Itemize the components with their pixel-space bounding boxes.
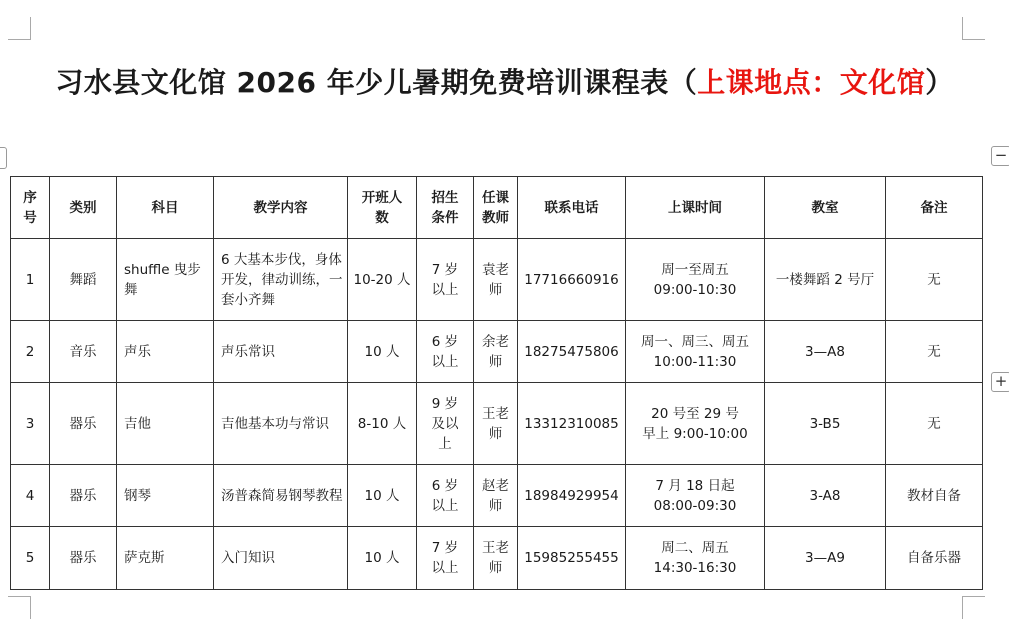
cell-teacher: 余老师: [474, 321, 518, 383]
title-main: 习水县文化馆 2026 年少儿暑期免费培训课程表（: [55, 66, 698, 99]
cell-subject: shuffle 曳步舞: [117, 239, 214, 321]
cell-teacher: 赵老师: [474, 465, 518, 527]
cell-class-size: 10-20 人: [348, 239, 417, 321]
cell-room: 3-A8: [765, 465, 886, 527]
header-subject: 科目: [117, 177, 214, 239]
cell-requirement: 6 岁以上: [417, 321, 474, 383]
cell-category: 音乐: [50, 321, 117, 383]
table-row: [11, 465, 983, 527]
cell-phone: 13312310085: [518, 383, 626, 465]
header-note: 备注: [886, 177, 983, 239]
cell-subject: 吉他: [117, 383, 214, 465]
time-days: 20 号至 29 号: [651, 405, 739, 422]
cell-content: 吉他基本功与常识: [214, 383, 348, 465]
cell-time: [626, 239, 765, 321]
cell-no: 4: [11, 465, 50, 527]
add-row-button[interactable]: +: [991, 372, 1009, 392]
time-hours: 14:30-16:30: [653, 560, 737, 576]
crop-mark-bottom-left: [8, 596, 31, 619]
time-days: 7 月 18 日起: [655, 477, 735, 494]
cell-requirement: 6 岁以上: [417, 465, 474, 527]
page-title: [0, 61, 1009, 101]
cell-content: 声乐常识: [214, 321, 348, 383]
cell-category: 器乐: [50, 383, 117, 465]
cell-requirement: 7 岁以上: [417, 527, 474, 590]
cell-teacher: 王老师: [474, 527, 518, 590]
table-row: [11, 383, 983, 465]
table-row: [11, 321, 983, 383]
cell-time: [626, 321, 765, 383]
title-close: ）: [925, 66, 954, 99]
cell-no: 3: [11, 383, 50, 465]
time-days: 周二、周五: [661, 540, 729, 556]
time-hours: 10:00-11:30: [653, 353, 737, 370]
cell-phone: 18984929954: [518, 465, 626, 527]
cell-teacher: 王老师: [474, 383, 518, 465]
time-hours: 08:00-09:30: [653, 497, 737, 514]
cell-class-size: 10 人: [348, 527, 417, 590]
cell-note: 无: [886, 321, 983, 383]
collapse-button[interactable]: −: [991, 146, 1009, 166]
cell-class-size: 10 人: [348, 321, 417, 383]
cell-phone: 18275475806: [518, 321, 626, 383]
cell-subject: 声乐: [117, 321, 214, 383]
table-move-handle[interactable]: [0, 147, 7, 169]
cell-requirement: 7 岁以上: [417, 239, 474, 321]
cell-no: 1: [11, 239, 50, 321]
cell-phone: 17716660916: [518, 239, 626, 321]
time-hours: 早上 9:00-10:00: [642, 425, 748, 442]
cell-phone: 15985255455: [518, 527, 626, 590]
cell-class-size: 10 人: [348, 465, 417, 527]
header-phone: 联系电话: [518, 177, 626, 239]
cell-note: 无: [886, 383, 983, 465]
cell-room: 3—A9: [765, 527, 886, 590]
course-table: [10, 176, 983, 590]
cell-note: 教材自备: [886, 465, 983, 527]
cell-subject: 钢琴: [117, 465, 214, 527]
crop-mark-bottom-right: [962, 596, 985, 619]
cell-time: [626, 383, 765, 465]
header-content: 教学内容: [214, 177, 348, 239]
table-header-row: [11, 177, 983, 239]
header-time: 上课时间: [626, 177, 765, 239]
time-days: 周一、周三、周五: [641, 333, 749, 350]
crop-mark-top-right: [962, 17, 985, 40]
cell-content: 汤普森简易钢琴教程: [214, 465, 348, 527]
time-hours: 09:00-10:30: [653, 281, 737, 298]
table-row: [11, 527, 983, 590]
cell-room: 3—A8: [765, 321, 886, 383]
cell-time: [626, 527, 765, 590]
cell-content: 入门知识: [214, 527, 348, 590]
cell-category: 器乐: [50, 527, 117, 590]
cell-requirement: 9 岁及以上: [417, 383, 474, 465]
cell-note: 自备乐器: [886, 527, 983, 590]
time-days: 周一至周五: [661, 261, 729, 278]
cell-teacher: 袁老师: [474, 239, 518, 321]
crop-mark-top-left: [8, 17, 31, 40]
cell-category: 舞蹈: [50, 239, 117, 321]
header-class-size: 开班人数: [348, 177, 417, 239]
header-category: 类别: [50, 177, 117, 239]
cell-subject: 萨克斯: [117, 527, 214, 590]
cell-content: 6 大基本步伐，身体开发，律动训练，一套小齐舞: [214, 239, 348, 321]
cell-room: 3-B5: [765, 383, 886, 465]
table-row: [11, 239, 983, 321]
header-room: 教室: [765, 177, 886, 239]
cell-time: [626, 465, 765, 527]
header-teacher: 任课教师: [474, 177, 518, 239]
header-requirement: 招生条件: [417, 177, 474, 239]
cell-room: 一楼舞蹈 2 号厅: [765, 239, 886, 321]
cell-no: 5: [11, 527, 50, 590]
cell-no: 2: [11, 321, 50, 383]
title-location: 上课地点：文化馆: [697, 66, 926, 99]
cell-category: 器乐: [50, 465, 117, 527]
cell-note: 无: [886, 239, 983, 321]
header-no: 序号: [11, 177, 50, 239]
cell-class-size: 8-10 人: [348, 383, 417, 465]
